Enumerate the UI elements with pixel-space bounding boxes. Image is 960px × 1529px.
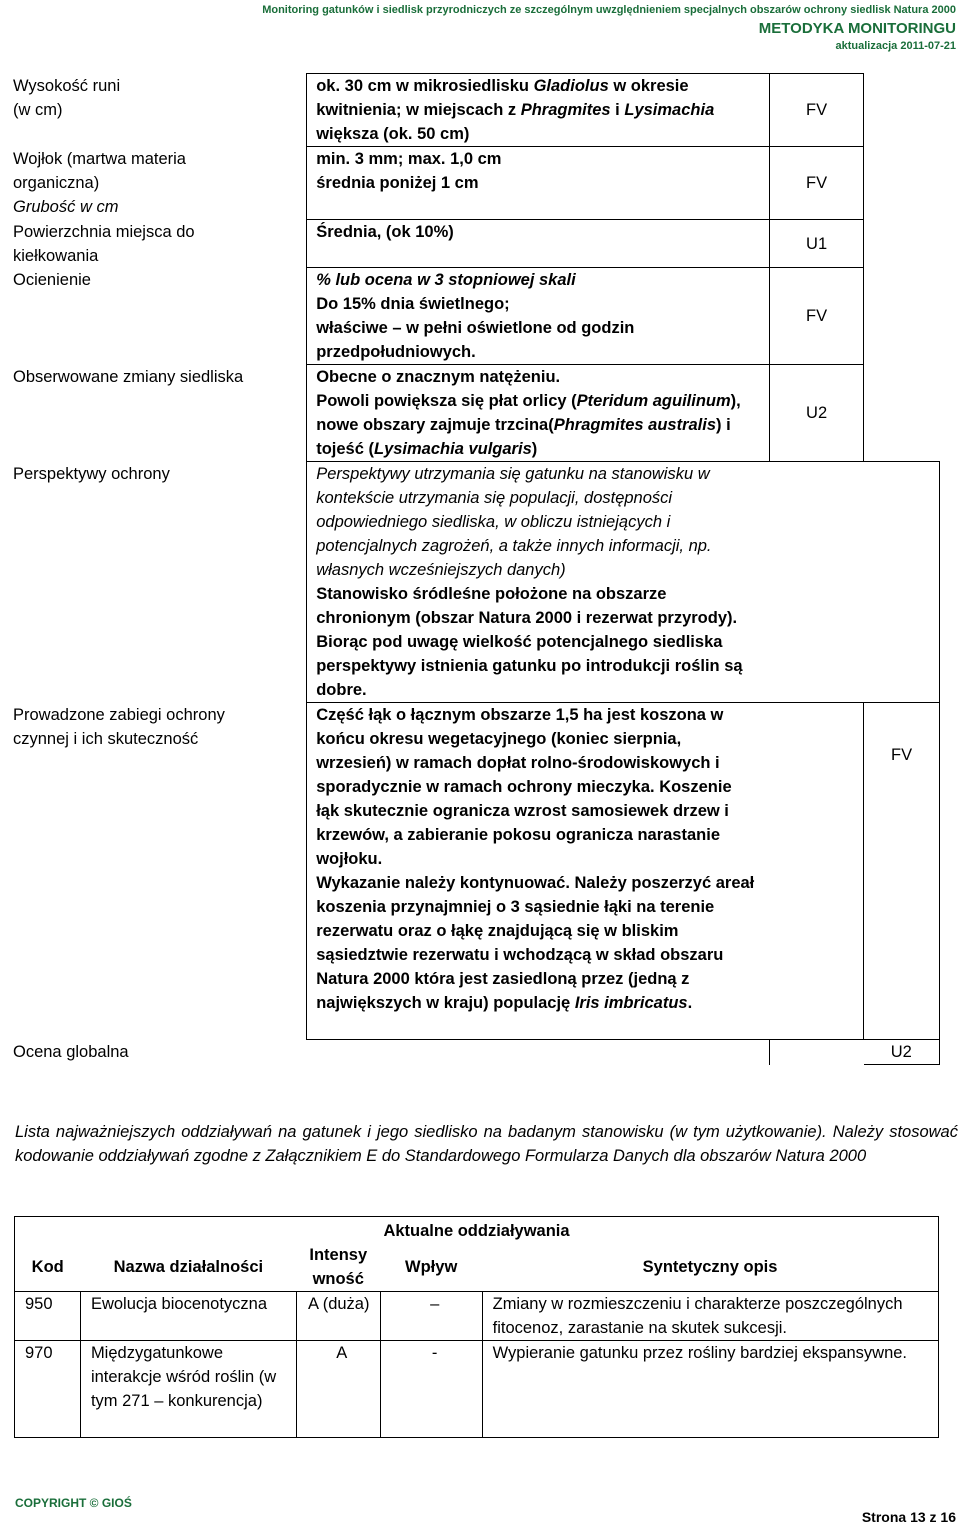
footer-copyright: COPYRIGHT © GIOŚ [15, 1496, 132, 1510]
row-description: % lub ocena w 3 stopniowej skali Do 15% dnia świetlnego; właściwe – w pełni oświetlone od godzin przedpołudniowych. [307, 268, 770, 365]
cell-kod: 950 [15, 1292, 81, 1341]
header-update-date: aktualizacja 2011-07-21 [835, 40, 956, 52]
row-rating: FV [864, 703, 940, 1040]
row-description: min. 3 mm; max. 1,0 cm średnia poniżej 1 cm [307, 147, 770, 220]
table-header-row [15, 1243, 939, 1292]
table-title: Aktualne oddziaływania [15, 1217, 939, 1244]
table-row [2, 147, 940, 220]
cell-kod: 970 [15, 1341, 81, 1438]
empty-cell [864, 74, 940, 147]
table-row [15, 1292, 939, 1341]
label-line-italic: Grubość w cm [13, 197, 119, 216]
table-row [2, 462, 940, 703]
row-description: Perspektywy utrzymania się gatunku na stanowisku w kontekście utrzymania się populacji, dostępności odpowiedniego siedliska, w obliczu istniejących i potencjalnych zagrożeń, a także innych informacji, np. własnych wcześniejszych danych) Stanowisko śródleśne położone na obszarze chronionym (obszar Natura 2000 i rezerwat przyrody). Biorąc pod uwagę wielkość potencjalnego siedliska perspektywy istnienia gatunku po introdukcji roślin są dobre. [307, 462, 940, 703]
column-header: Wpływ [380, 1243, 482, 1292]
table-row [15, 1341, 939, 1438]
impacts-table [14, 1216, 939, 1438]
impacts-note: Lista najważniejszych oddziaływań na gatunek i jego siedlisko na badanym stanowisku (w tym użytkowanie). Należy stosować kodowanie oddziaływań zgodne z Załącznikiem E do Standardowego Formularza Danych dla obszarów Natura 2000 [15, 1123, 958, 1165]
row-description: Obecne o znacznym natężeniu. Powoli powiększa się płat orlicy (Pteridum aguilinum), nowe obszary zajmuje trzcina(Phragmites australis) i tojeść (Lysimachia vulgaris) [307, 365, 770, 462]
header-series-title: Monitoring gatunków i siedlisk przyrodniczych ze szczególnym uwzględnieniem specjalnych obszarów ochrony siedlisk Natura 2000 [262, 4, 956, 16]
row-description: Część łąk o łącznym obszarze 1,5 ha jest koszona w końcu okresu wegetacyjnego (koniec sierpnia, wrzesień) w ramach dopłat rolno-środowiskowych i sporadycznie w ramach ochrony mieczyka. Koszenie łąk skutecznie ogranicza wzrost samosiewek drzew i krzewów, a zabieranie pokosu ogranicza narastanie wojłoku. Wykazanie należy kontynuować. Należy poszerzyć areał koszenia przynajmniej o 3 sąsiednie łąki na terenie rezerwatu oraz o łąkę znajdującą się w bliskim sąsiedztwie rezerwatu i wchodzącą w skład obszaru Natura 2000 która jest zasiedloną przez (jedną z największych w kraju) populację Iris imbricatus. [307, 703, 864, 1040]
empty-cell [770, 1040, 864, 1065]
header-methodology: METODYKA MONITORINGU [758, 20, 956, 37]
empty-cell [864, 147, 940, 220]
row-label [2, 703, 307, 1040]
table-row [2, 220, 940, 268]
table-row [2, 74, 940, 147]
label-line: czynnej i ich skuteczność [13, 729, 199, 748]
row-rating: FV [770, 147, 864, 220]
label-line: Obserwowane zmiany siedliska [13, 367, 244, 386]
cell-nazwa: Ewolucja biocenotyczna [80, 1292, 296, 1341]
row-label [2, 74, 307, 147]
label-line: Ocena globalna [13, 1043, 129, 1061]
table-row [2, 1040, 940, 1065]
table-title-row [15, 1217, 939, 1244]
row-rating: U2 [770, 365, 864, 462]
row-label [2, 462, 307, 703]
cell-intensywnosc: A (duża) [296, 1292, 380, 1341]
table-row [2, 268, 940, 365]
column-header: Syntetyczny opis [482, 1243, 938, 1292]
cell-opis: Zmiany w rozmieszczeniu i charakterze poszczególnych fitocenoz, zarastanie na skutek sukcesji. [482, 1292, 938, 1341]
row-label [2, 1040, 770, 1065]
empty-cell [864, 268, 940, 365]
label-line: Perspektywy ochrony [13, 464, 170, 483]
row-label [2, 365, 307, 462]
row-rating: FV [770, 74, 864, 147]
global-rating: U2 [864, 1040, 940, 1065]
column-header: Kod [15, 1243, 81, 1292]
empty-cell [864, 365, 940, 462]
row-label [2, 268, 307, 365]
table-row [2, 703, 940, 1040]
row-description: Średnia, (ok 10%) [307, 220, 770, 268]
empty-cell [864, 220, 940, 268]
cell-wplyw: - [380, 1341, 482, 1438]
row-rating: FV [770, 268, 864, 365]
cell-nazwa: Międzygatunkowe interakcje wśród roślin (w tym 271 – konkurencja) [80, 1341, 296, 1438]
label-line: (w cm) [13, 100, 63, 119]
label-line: Powierzchnia miejsca do [13, 222, 195, 241]
label-line: Ocienienie [13, 270, 91, 289]
row-description: ok. 30 cm w mikrosiedlisku Gladiolus w okresie kwitnienia; w miejscach z Phragmites i Lysimachia większa (ok. 50 cm) [307, 74, 770, 147]
label-line: Wysokość runi [13, 76, 121, 95]
row-label [2, 147, 307, 220]
page-number: Strona 13 z 16 [861, 1509, 956, 1525]
label-line: Prowadzone zabiegi ochrony [13, 705, 225, 724]
row-rating: U1 [770, 220, 864, 268]
label-line: kiełkowania [13, 246, 99, 265]
row-label [2, 220, 307, 268]
label-line: organiczna) [13, 173, 100, 192]
page-header [262, 2, 956, 53]
cell-wplyw: – [380, 1292, 482, 1341]
table-row [2, 365, 940, 462]
column-header: Intensy wność [296, 1243, 380, 1292]
cell-opis: Wypieranie gatunku przez rośliny bardziej ekspansywne. [482, 1341, 938, 1438]
cell-intensywnosc: A [296, 1341, 380, 1438]
assessment-table [2, 73, 940, 1065]
label-line: Wojłok (martwa materia [13, 149, 186, 168]
column-header: Nazwa działalności [80, 1243, 296, 1292]
